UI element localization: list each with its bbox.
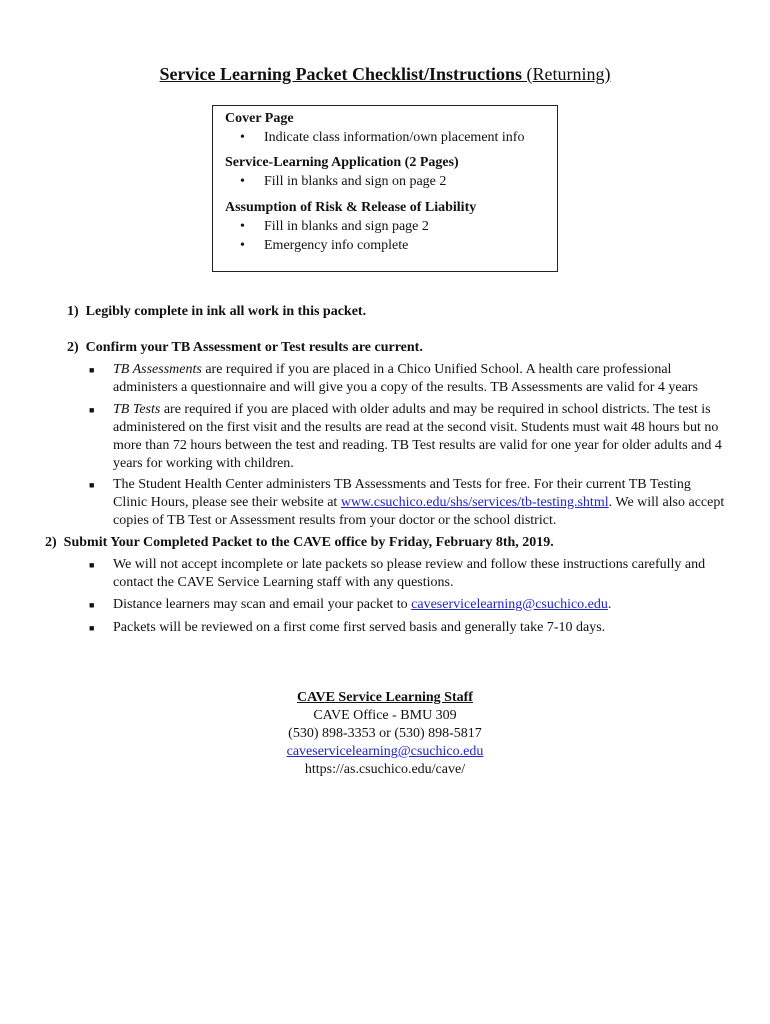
step-submit: 2) Submit Your Completed Packet to the CAVE office by Friday, February 8th, 2019. bbox=[45, 535, 554, 550]
square-bullet-icon: ■ bbox=[89, 405, 95, 415]
bullet-icon: • bbox=[240, 219, 245, 234]
step-1: 1) Legibly complete in ink all work in this packet. bbox=[67, 304, 367, 319]
no-late-packets-bullet: ■ We will not accept incomplete or late packets so please review and follow these instructions carefully and contact the CAVE Service Learning staff with any questions. bbox=[89, 557, 706, 590]
bullet-icon: • bbox=[240, 130, 245, 145]
checklist-item: • Indicate class information/own placement info bbox=[240, 130, 525, 145]
checklist-heading-assumption-of-risk: Assumption of Risk & Release of Liability bbox=[225, 200, 477, 215]
tb-testing-link[interactable]: www.csuchico.edu/shs/services/tb-testing.shtml bbox=[340, 495, 609, 510]
checklist-box bbox=[212, 105, 558, 272]
tb-tests-bullet: ■ TB Tests are required if you are placed with older adults and may be required in school districts. The test is administered on the first visit and the results are read at the second visit. Students must wait 48 hours but no more than 72 hours between the test and reading. TB Test results are valid for one year for older adults and 4 years for working with children. bbox=[89, 402, 722, 471]
square-bullet-icon: ■ bbox=[89, 365, 95, 375]
checklist-heading-cover-page: Cover Page bbox=[225, 111, 294, 126]
square-bullet-icon: ■ bbox=[89, 600, 95, 610]
email-link[interactable]: caveservicelearning@csuchico.edu bbox=[411, 597, 608, 612]
step-2: 2) Confirm your TB Assessment or Test results are current. bbox=[67, 340, 423, 355]
health-center-bullet: ■ The Student Health Center administers TB Assessments and Tests for free. For their current TB Testing Clinic Hours, please see their website at www.csuchico.edu/shs/services/tb-testing.shtml. We will also accept copies of TB Test or Assessment results from your doctor or the school district. bbox=[89, 477, 725, 528]
square-bullet-icon: ■ bbox=[89, 560, 95, 570]
review-time-bullet: ■ Packets will be reviewed on a first come first served basis and generally take 7-10 days. bbox=[89, 620, 606, 635]
square-bullet-icon: ■ bbox=[89, 623, 95, 633]
staff-phone: (530) 898-3353 or (530) 898-5817 bbox=[288, 726, 482, 741]
page-title: Service Learning Packet Checklist/Instructions (Returning) bbox=[159, 64, 611, 84]
bullet-icon: • bbox=[240, 174, 245, 189]
staff-office: CAVE Office - BMU 309 bbox=[313, 708, 457, 723]
checklist-item: • Fill in blanks and sign on page 2 bbox=[240, 174, 447, 189]
distance-learners-bullet: ■ Distance learners may scan and email your packet to caveservicelearning@csuchico.edu. bbox=[89, 597, 612, 612]
staff-website[interactable]: https://as.csuchico.edu/cave/ bbox=[304, 762, 466, 777]
checklist-item: • Fill in blanks and sign page 2 bbox=[240, 219, 429, 234]
tb-assessments-bullet: ■ TB Assessments are required if you are placed in a Chico Unified School. A health care professional administers a questionnaire and will give you a copy of the results. TB Assessments are valid for 4 years bbox=[89, 362, 698, 395]
staff-email-link[interactable]: caveservicelearning@csuchico.edu bbox=[286, 744, 484, 759]
checklist-heading-application: Service-Learning Application (2 Pages) bbox=[225, 155, 459, 170]
bullet-icon: • bbox=[240, 238, 245, 253]
checklist-item: • Emergency info complete bbox=[240, 238, 409, 253]
staff-heading: CAVE Service Learning Staff bbox=[297, 690, 473, 705]
square-bullet-icon: ■ bbox=[89, 480, 95, 490]
staff-email-row bbox=[0, 743, 770, 761]
